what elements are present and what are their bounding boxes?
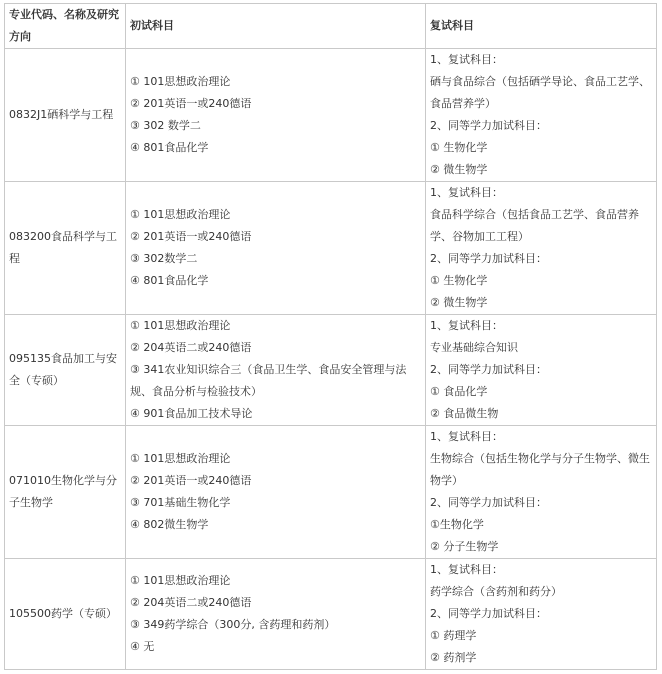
subject-item: ④ 802微生物学 <box>130 518 209 531</box>
retest-item: 1、复试科目： <box>430 186 503 199</box>
retest-subjects-cell <box>426 426 657 559</box>
major-cell: 095135食品加工与安全（专硕） <box>5 315 126 426</box>
subject-item: ① 101思想政治理论 <box>130 452 231 465</box>
subject-item: ③ 302数学二 <box>130 252 198 265</box>
retest-subjects-cell <box>426 49 657 182</box>
retest-item: 专业基础综合知识 <box>430 341 518 354</box>
table-row <box>5 182 657 315</box>
subject-item: ③ 349药学综合（300分, 含药理和药剂） <box>130 618 336 631</box>
subject-item: ② 201英语一或240德语 <box>130 474 252 487</box>
retest-item: 1、复试科目： <box>430 319 503 332</box>
retest-item: ① 药理学 <box>430 629 477 642</box>
retest-item: 食品科学综合（包括食品工艺学、食品营养学、谷物加工工程） <box>430 208 639 243</box>
retest-item: ① 生物化学 <box>430 141 488 154</box>
retest-item: 药学综合（含药剂和药分） <box>430 585 562 598</box>
retest-item: ① 生物化学 <box>430 274 488 287</box>
table-row <box>5 49 657 182</box>
subject-item: ③ 701基础生物化学 <box>130 496 231 509</box>
major-cell: 105500药学（专硕） <box>5 559 126 670</box>
retest-item: 2、同等学力加试科目： <box>430 119 547 132</box>
table-row <box>5 426 657 559</box>
retest-item: 2、同等学力加试科目： <box>430 607 547 620</box>
retest-subjects-cell <box>426 182 657 315</box>
initial-subjects-cell <box>126 559 426 670</box>
header-initial-exam: 初试科目 <box>126 4 426 49</box>
retest-item: ①生物化学 <box>430 518 484 531</box>
header-retest: 复试科目 <box>426 4 657 49</box>
retest-item: ② 微生物学 <box>430 296 488 309</box>
retest-item: 1、复试科目： <box>430 430 503 443</box>
retest-item: 2、同等学力加试科目： <box>430 496 547 509</box>
retest-subjects-cell <box>426 559 657 670</box>
subject-item: ② 201英语一或240德语 <box>130 97 252 110</box>
retest-item: ② 药剂学 <box>430 651 477 664</box>
retest-item: ① 食品化学 <box>430 385 488 398</box>
header-row <box>5 4 657 49</box>
retest-item: ② 分子生物学 <box>430 540 499 553</box>
subject-item: ④ 801食品化学 <box>130 274 209 287</box>
subject-item: ② 201英语一或240德语 <box>130 230 252 243</box>
header-major: 专业代码、名称及研究方向 <box>5 4 126 49</box>
major-cell: 071010生物化学与分子生物学 <box>5 426 126 559</box>
subject-item: ② 204英语二或240德语 <box>130 596 252 609</box>
retest-item: 2、同等学力加试科目： <box>430 252 547 265</box>
subject-item: ① 101思想政治理论 <box>130 208 231 221</box>
retest-item: 生物综合（包括生物化学与分子生物学、微生物学） <box>430 452 650 487</box>
subject-item: ③ 341农业知识综合三（食品卫生学、食品安全管理与法规、食品分析与检验技术） <box>130 363 407 398</box>
retest-item: 1、复试科目： <box>430 563 503 576</box>
retest-item: 2、同等学力加试科目： <box>430 363 547 376</box>
initial-subjects-cell <box>126 182 426 315</box>
retest-item: 1、复试科目： <box>430 53 503 66</box>
subject-item: ① 101思想政治理论 <box>130 75 231 88</box>
subject-item: ④ 801食品化学 <box>130 141 209 154</box>
initial-subjects-cell <box>126 49 426 182</box>
retest-item: ② 食品微生物 <box>430 407 499 420</box>
table-row <box>5 315 657 426</box>
initial-subjects-cell <box>126 315 426 426</box>
subject-item: ② 204英语二或240德语 <box>130 341 252 354</box>
subject-item: ① 101思想政治理论 <box>130 574 231 587</box>
major-cell: 083200食品科学与工程 <box>5 182 126 315</box>
subject-item: ③ 302 数学二 <box>130 119 201 132</box>
retest-item: ② 微生物学 <box>430 163 488 176</box>
retest-subjects-cell <box>426 315 657 426</box>
subject-item: ① 101思想政治理论 <box>130 319 231 332</box>
subject-item: ④ 901食品加工技术导论 <box>130 407 253 420</box>
major-cell: 0832J1硒科学与工程 <box>5 49 126 182</box>
initial-subjects-cell <box>126 426 426 559</box>
table-row <box>5 559 657 670</box>
subject-item: ④ 无 <box>130 640 155 653</box>
exam-subjects-table <box>4 3 657 670</box>
retest-item: 硒与食品综合（包括硒学导论、食品工艺学、食品营养学） <box>430 75 650 110</box>
